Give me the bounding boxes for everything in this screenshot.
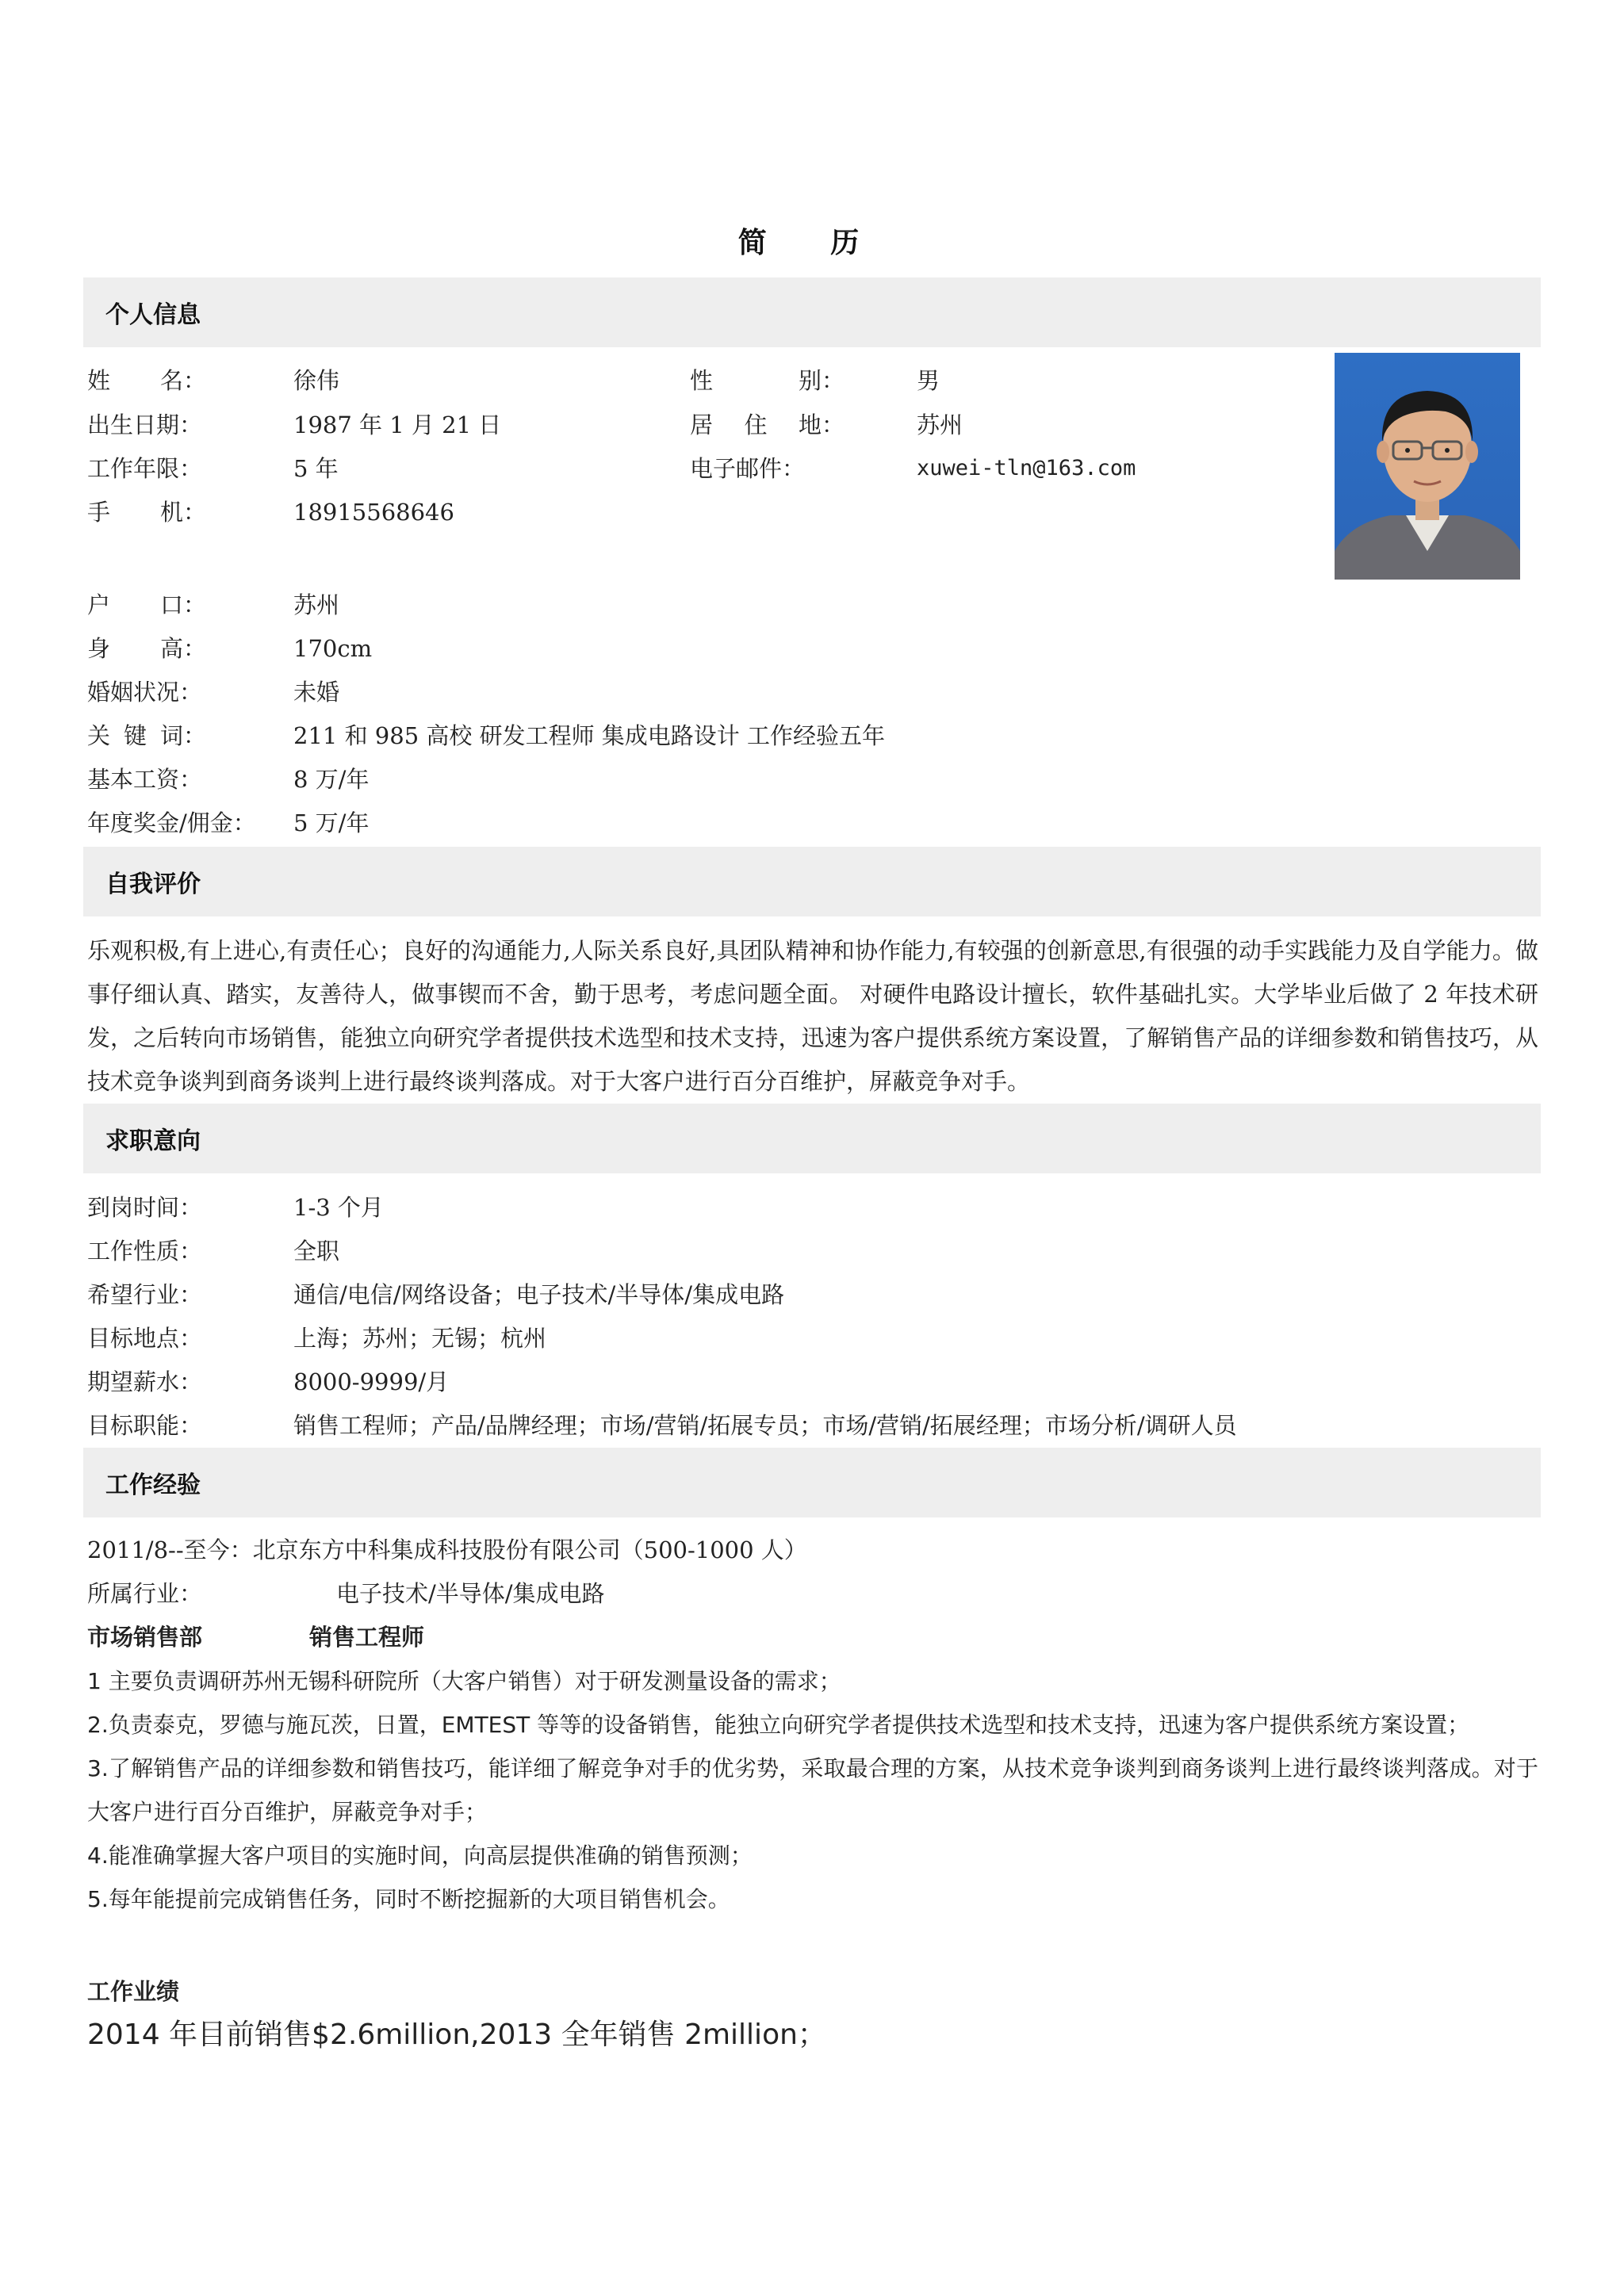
phone-value: 18915568646 [293, 499, 454, 526]
section-job-intention [83, 1104, 1541, 1173]
duty-item: 1 主要负责调研苏州无锡科研院所（大客户销售）对于研发测量设备的需求； [87, 1668, 841, 1694]
marital-value: 未婚 [293, 679, 340, 706]
location-value: 上海；苏州；无锡；杭州 [293, 1325, 547, 1352]
duty-item: 3.了解销售产品的详细参数和销售技巧，能详细了解竞争对手的优劣势，采取最合理的方案，从技术竞争谈判到商务谈判上进行最终谈判落成。对于大客户进行百分百维护，屏蔽竞争对手； [87, 1755, 1538, 1825]
arrival-value: 1-3 个月 [293, 1194, 384, 1221]
name-value: 徐伟 [293, 367, 340, 394]
keywords-value: 211 和 985 高校 研发工程师 集成电路设计 工作经验五年 [293, 722, 886, 749]
section-title: 自我评价 [105, 871, 201, 898]
pay-label: 期望薪水： [87, 1368, 203, 1395]
years-value: 5 年 [293, 455, 339, 482]
bonus-value: 5 万/年 [293, 809, 370, 836]
section-title: 工作经验 [105, 1471, 201, 1499]
salary-label: 基本工资： [87, 766, 203, 793]
profile-photo [1335, 353, 1520, 580]
section-title: 求职意向 [105, 1127, 201, 1155]
work-type-value: 全职 [293, 1238, 340, 1265]
phone-label: 手 机： [87, 499, 206, 526]
experience-period: 2011/8--至今：北京东方中科集成科技股份有限公司（500-1000 人） [87, 1536, 807, 1563]
achievement-text: 2014 年目前销售$2.6million,2013 全年销售 2million； [87, 2019, 826, 2051]
gender-value: 男 [917, 367, 940, 394]
section-title: 个人信息 [105, 301, 201, 329]
duty-item: 4.能准确掌握大客户项目的实施时间，向高层提供准确的销售预测； [87, 1843, 753, 1869]
department: 市场销售部 [87, 1624, 203, 1651]
residence-value: 苏州 [917, 411, 963, 438]
name-label: 姓 名： [87, 367, 206, 394]
experience-duties [87, 1659, 1538, 1921]
function-label: 目标职能： [87, 1412, 203, 1439]
hukou-value: 苏州 [293, 591, 340, 618]
section-self-evaluation [83, 847, 1541, 916]
industry-value: 通信/电信/网络设备；电子技术/半导体/集成电路 [293, 1281, 785, 1308]
section-work-experience [83, 1448, 1541, 1517]
page-title: 简 历 [737, 227, 887, 259]
arrival-label: 到岗时间： [87, 1194, 203, 1221]
work-type-label: 工作性质： [87, 1238, 203, 1265]
duty-item: 2.负责泰克，罗德与施瓦茨，日置，EMTEST 等等的设备销售，能独立向研究学者提供技术选型和技术支持，迅速为客户提供系统方案设置； [87, 1712, 1470, 1738]
years-label: 工作年限： [87, 455, 203, 482]
email-label: 电子邮件： [690, 455, 806, 482]
birth-label: 出生日期： [87, 411, 203, 438]
bonus-label: 年度奖金/佣金： [87, 809, 256, 836]
industry-label: 希望行业： [87, 1281, 203, 1308]
gender-label: 性 别： [690, 367, 845, 394]
marital-label: 婚姻状况： [87, 679, 203, 706]
job-role: 销售工程师 [309, 1624, 425, 1651]
pay-value: 8000-9999/月 [293, 1368, 450, 1395]
exp-industry-label: 所属行业： [87, 1580, 203, 1607]
exp-industry-value: 电子技术/半导体/集成电路 [336, 1580, 605, 1607]
salary-value: 8 万/年 [293, 766, 370, 793]
duty-item: 5.每年能提前完成销售任务，同时不断挖掘新的大项目销售机会。 [87, 1886, 730, 1912]
email-value: xuwei-tln@163.com [917, 456, 1136, 480]
hukou-label: 户 口： [87, 591, 206, 618]
height-label: 身 高： [87, 635, 206, 662]
person-portrait-icon [1335, 353, 1520, 580]
self-evaluation-text: 乐观积极,有上进心,有责任心；良好的沟通能力,人际关系良好,具团队精神和协作能力,有较强的创新意思,有很强的动手实践能力及自学能力。做事仔细认真、踏实，友善待人，做事锲而不舍，勤于思考，考虑问题全面。 对硬件电路设计擅长，软件基础扎实。大学毕业后做了 2 年技术研发，之后转向市场销售，能独立向研究学者提供技术选型和技术支持，迅速为客户提供系统方案设置，了解销售产品的详细参数和销售技巧，从技术竞争谈判到商务谈判上进行最终谈判落成。对于大客户进行百分百维护，屏蔽竞争对手。 [87, 937, 1538, 1095]
keywords-label: 关 键 词： [87, 722, 206, 749]
height-value: 170cm [293, 635, 373, 662]
residence-label: 居 住 地： [690, 411, 845, 438]
section-personal-info [83, 277, 1541, 347]
function-value: 销售工程师；产品/品牌经理；市场/营销/拓展专员；市场/营销/拓展经理；市场分析/调研人员 [293, 1412, 1237, 1439]
achievement-label: 工作业绩 [87, 1978, 180, 2005]
birth-value: 1987 年 1 月 21 日 [293, 411, 502, 438]
location-label: 目标地点： [87, 1325, 203, 1352]
